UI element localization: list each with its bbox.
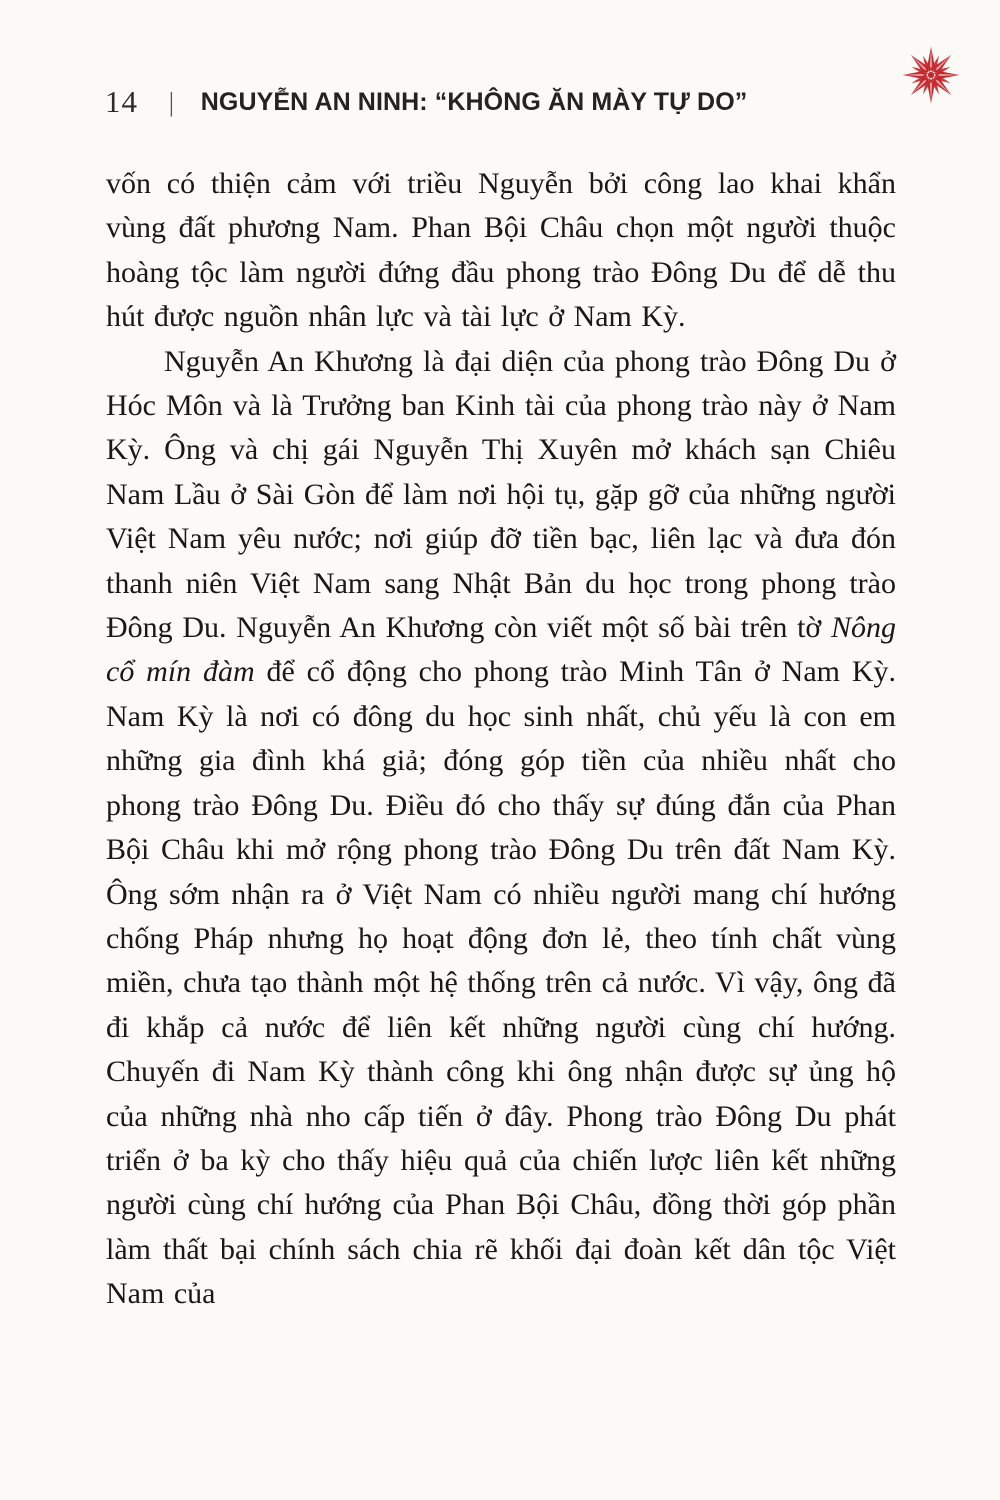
page-body-text xyxy=(106,162,896,1317)
star-burst-icon xyxy=(900,44,962,106)
paragraph-text: vốn có thiện cảm với triều Nguyễn bởi công lao khai khẩn vùng đất phương Nam. Phan Bội Châu chọn một người thuộc hoàng tộc làm người đứng đầu phong trào Đông Du để dễ thu hút được nguồn nhân lực và tài lực ở Nam Kỳ. xyxy=(106,167,896,334)
running-head-title: NGUYỄN AN NINH: “KHÔNG ĂN MÀY TỰ DO” xyxy=(200,87,748,116)
paragraph-text: Nguyễn An Khương là đại diện của phong trào Đông Du ở Hóc Môn và là Trưởng ban Kinh tài của phong trào này ở Nam Kỳ. Ông và chị gái Nguyễn Thị Xuyên mở khách sạn Chiêu Nam Lầu ở Sài Gòn để làm nơi hội tụ, gặp gỡ của những người Việt Nam yêu nước; nơi giúp đỡ tiền bạc, liên lạc và đưa đón thanh niên Việt Nam sang Nhật Bản du học trong phong trào Đông Du. Nguyễn An Khương còn viết một số bài trên tờ xyxy=(106,344,896,645)
paragraph xyxy=(106,162,896,340)
cited-newspaper-title: Nông cổ mín đàm xyxy=(106,611,896,689)
paragraph-text: để cổ động cho phong trào Minh Tân ở Nam Kỳ. Nam Kỳ là nơi có đông du học sinh nhất, chủ yếu là con em những gia đình khá giả; đóng góp tiền của nhiều nhất cho phong trào Đông Du. Điều đó cho thấy sự đúng đắn của Phan Bội Châu khi mở rộng phong trào Đông Du trên đất Nam Kỳ. Ông sớm nhận ra ở Việt Nam có nhiều người mang chí hướng chống Pháp nhưng họ hoạt động đơn lẻ, theo tính chất vùng miền, chưa tạo thành một hệ thống trên cả nước. Vì vậy, ông đã đi khắp cả nước để liên kết những người cùng chí hướng. Chuyến đi Nam Kỳ thành công khi ông nhận được sự ủng hộ của những nhà nho cấp tiến ở đây. Phong trào Đông Du phát triển ở ba kỳ cho thấy hiệu quả của chiến lược liên kết những người cùng chí hướng của Phan Bội Châu, đồng thời góp phần làm thất bại chính sách chia rẽ khối đại đoàn kết dân tộc Việt Nam của xyxy=(106,655,896,1311)
paragraph xyxy=(106,340,896,1317)
header-divider: | xyxy=(169,86,174,117)
page-number: 14 xyxy=(105,84,138,119)
running-header xyxy=(105,84,880,120)
publisher-logo-icon xyxy=(900,44,962,106)
